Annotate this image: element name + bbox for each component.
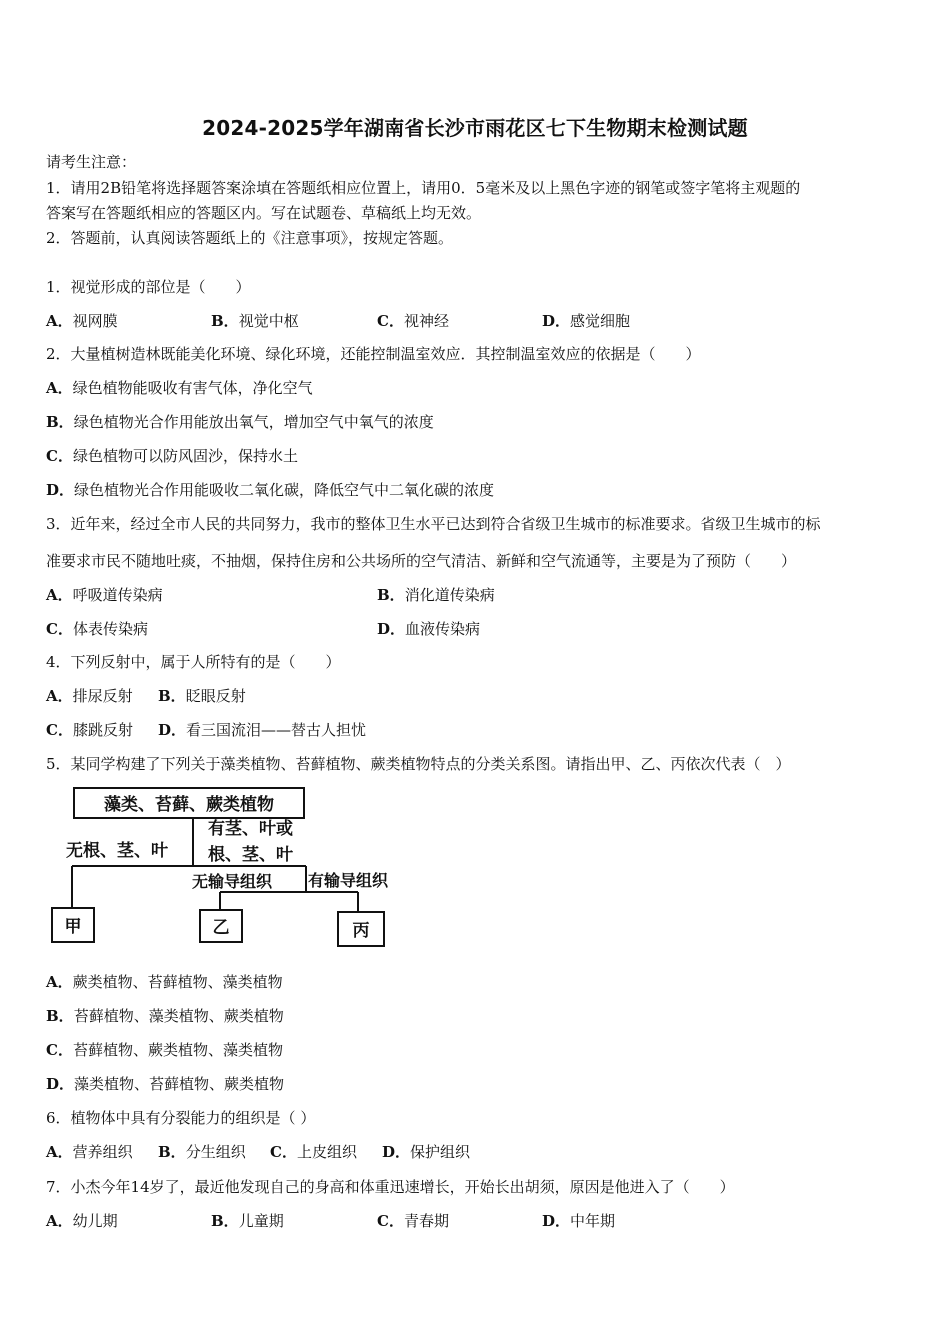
option-letter: D．	[382, 1143, 411, 1161]
option-text: 看三国流泪——替古人担忧	[186, 721, 367, 739]
option-text: 中年期	[570, 1212, 616, 1230]
q1-stem: 1．视觉形成的部位是（ ）	[46, 278, 251, 296]
notice-heading: 请考生注意：	[46, 153, 137, 171]
option-letter: A．	[46, 312, 73, 330]
q6-option-a	[46, 1142, 133, 1162]
q3-stem-line-2: 准要求市民不随地吐痰，不抽烟，保持住房和公共场所的空气清洁、新鲜和空气流通等，主要是为了预防（ ）	[46, 552, 797, 570]
right-branch-label-2: 根、茎、叶	[208, 845, 293, 865]
q5-option-b	[46, 1006, 284, 1026]
option-text: 藻类植物、苔藓植物、蕨类植物	[74, 1075, 285, 1093]
q3-option-d	[377, 619, 480, 639]
q2-option-b	[46, 412, 434, 432]
option-text: 儿童期	[238, 1212, 284, 1230]
q2-stem: 2．大量植树造林既能美化环境、绿化环境，还能控制温室效应．其控制温室效应的依据是（ ）	[46, 345, 701, 363]
option-letter: C．	[46, 1041, 73, 1059]
q3-option-a	[46, 585, 163, 605]
option-text: 眨眼反射	[185, 687, 246, 705]
q2-option-a	[46, 378, 313, 398]
option-letter: D．	[542, 312, 571, 330]
option-letter: D．	[542, 1212, 571, 1230]
option-letter: D．	[46, 481, 75, 499]
option-letter: C．	[46, 447, 73, 465]
option-letter: B．	[377, 586, 405, 604]
q4-option-b	[158, 686, 246, 706]
q1-option-a	[46, 311, 118, 331]
q4-option-c	[46, 720, 133, 740]
option-letter: C．	[377, 1212, 404, 1230]
option-letter: B．	[211, 1212, 239, 1230]
q6-option-d	[382, 1142, 470, 1162]
option-text: 分生组织	[185, 1143, 246, 1161]
left-branch-label: 无根、茎、叶	[66, 841, 168, 861]
option-letter: D．	[377, 620, 406, 638]
q5-option-c	[46, 1040, 283, 1060]
option-text: 感觉细胞	[570, 312, 631, 330]
option-text: 苔藓植物、藻类植物、蕨类植物	[73, 1007, 284, 1025]
option-letter: A．	[46, 687, 73, 705]
option-letter: B．	[158, 687, 186, 705]
notice-item-2: 2．答题前，认真阅读答题纸上的《注意事项》，按规定答题。	[46, 229, 454, 247]
option-text: 苔藓植物、蕨类植物、藻类植物	[72, 1041, 283, 1059]
q1-option-b	[211, 311, 299, 331]
option-letter: A．	[46, 379, 73, 397]
right-branch-label-1: 有茎、叶或	[208, 819, 293, 839]
option-letter: C．	[46, 620, 73, 638]
q3-option-c	[46, 619, 148, 639]
option-letter: C．	[377, 312, 404, 330]
root-label: 藻类、苔藓、蕨类植物	[104, 795, 274, 815]
option-text: 绿色植物光合作用能吸收二氧化碳，降低空气中二氧化碳的浓度	[74, 481, 495, 499]
option-letter: A．	[46, 1212, 73, 1230]
q5-stem: 5．某同学构建了下列关于藻类植物、苔藓植物、蕨类植物特点的分类关系图。请指出甲、乙、丙依次代表（ ）	[46, 755, 791, 773]
option-text: 幼儿期	[72, 1212, 118, 1230]
q5-option-d	[46, 1074, 284, 1094]
option-text: 排尿反射	[72, 687, 133, 705]
q7-option-b	[211, 1211, 284, 1231]
option-text: 视网膜	[72, 312, 118, 330]
option-text: 绿色植物可以防风固沙，保持水土	[72, 447, 298, 465]
q1-option-c	[377, 311, 449, 331]
q7-stem: 7．小杰今年14岁了，最近他发现自己的身高和体重迅速增长，开始长出胡须，原因是他进入了（ ）	[46, 1178, 735, 1196]
option-letter: B．	[46, 1007, 74, 1025]
option-letter: C．	[270, 1143, 297, 1161]
q6-option-b	[158, 1142, 246, 1162]
option-letter: A．	[46, 1143, 73, 1161]
option-text: 体表传染病	[72, 620, 148, 638]
q7-option-c	[377, 1211, 449, 1231]
q6-stem: 6．植物体中具有分裂能力的组织是（ ）	[46, 1109, 316, 1127]
option-text: 呼吸道传染病	[72, 586, 163, 604]
option-text: 绿色植物能吸收有害气体，净化空气	[72, 379, 313, 397]
option-text: 视神经	[403, 312, 449, 330]
option-text: 血液传染病	[405, 620, 481, 638]
q1-option-d	[542, 311, 630, 331]
q4-stem: 4．下列反射中，属于人所特有的是（ ）	[46, 653, 341, 671]
q4-option-d	[158, 720, 366, 740]
q3-stem-line-1: 3．近年来，经过全市人民的共同努力，我市的整体卫生水平已达到符合省级卫生城市的标准要求。省级卫生城市的标	[46, 515, 821, 533]
option-text: 视觉中枢	[238, 312, 299, 330]
sub-right-label: 有输导组织	[308, 871, 389, 890]
q7-option-a	[46, 1211, 118, 1231]
notice-item-1a: 1．请用2B铅笔将选择题答案涂填在答题纸相应位置上，请用0．5毫米及以上黑色字迹的钢笔或签字笔将主观题的	[46, 179, 801, 197]
option-text: 青春期	[403, 1212, 449, 1230]
option-letter: B．	[211, 312, 239, 330]
q5-option-a	[46, 972, 283, 992]
q2-option-c	[46, 446, 298, 466]
leaf-label-yi: 乙	[212, 918, 230, 938]
option-letter: B．	[158, 1143, 186, 1161]
option-letter: C．	[46, 721, 73, 739]
sub-left-label: 无输导组织	[192, 872, 273, 891]
classification-diagram	[48, 784, 418, 954]
leaf-label-jia: 甲	[64, 917, 82, 937]
option-text: 营养组织	[72, 1143, 133, 1161]
q6-option-c	[270, 1142, 357, 1162]
option-text: 膝跳反射	[72, 721, 133, 739]
option-letter: A．	[46, 586, 73, 604]
leaf-label-bing: 丙	[352, 921, 370, 941]
q4-option-a	[46, 686, 133, 706]
q7-option-d	[542, 1211, 615, 1231]
option-letter: A．	[46, 973, 73, 991]
q2-option-d	[46, 480, 494, 500]
option-text: 消化道传染病	[404, 586, 495, 604]
q3-option-b	[377, 585, 495, 605]
option-text: 绿色植物光合作用能放出氧气，增加空气中氧气的浓度	[73, 413, 434, 431]
option-text: 保护组织	[410, 1143, 471, 1161]
option-text: 上皮组织	[296, 1143, 357, 1161]
option-letter: D．	[46, 1075, 75, 1093]
page-title: 2024-2025学年湖南省长沙市雨花区七下生物期末检测试题	[202, 116, 748, 140]
option-letter: B．	[46, 413, 74, 431]
option-text: 蕨类植物、苔藓植物、藻类植物	[72, 973, 283, 991]
option-letter: D．	[158, 721, 187, 739]
notice-item-1b: 答案写在答题纸相应的答题区内。写在试题卷、草稿纸上均无效。	[46, 204, 482, 222]
